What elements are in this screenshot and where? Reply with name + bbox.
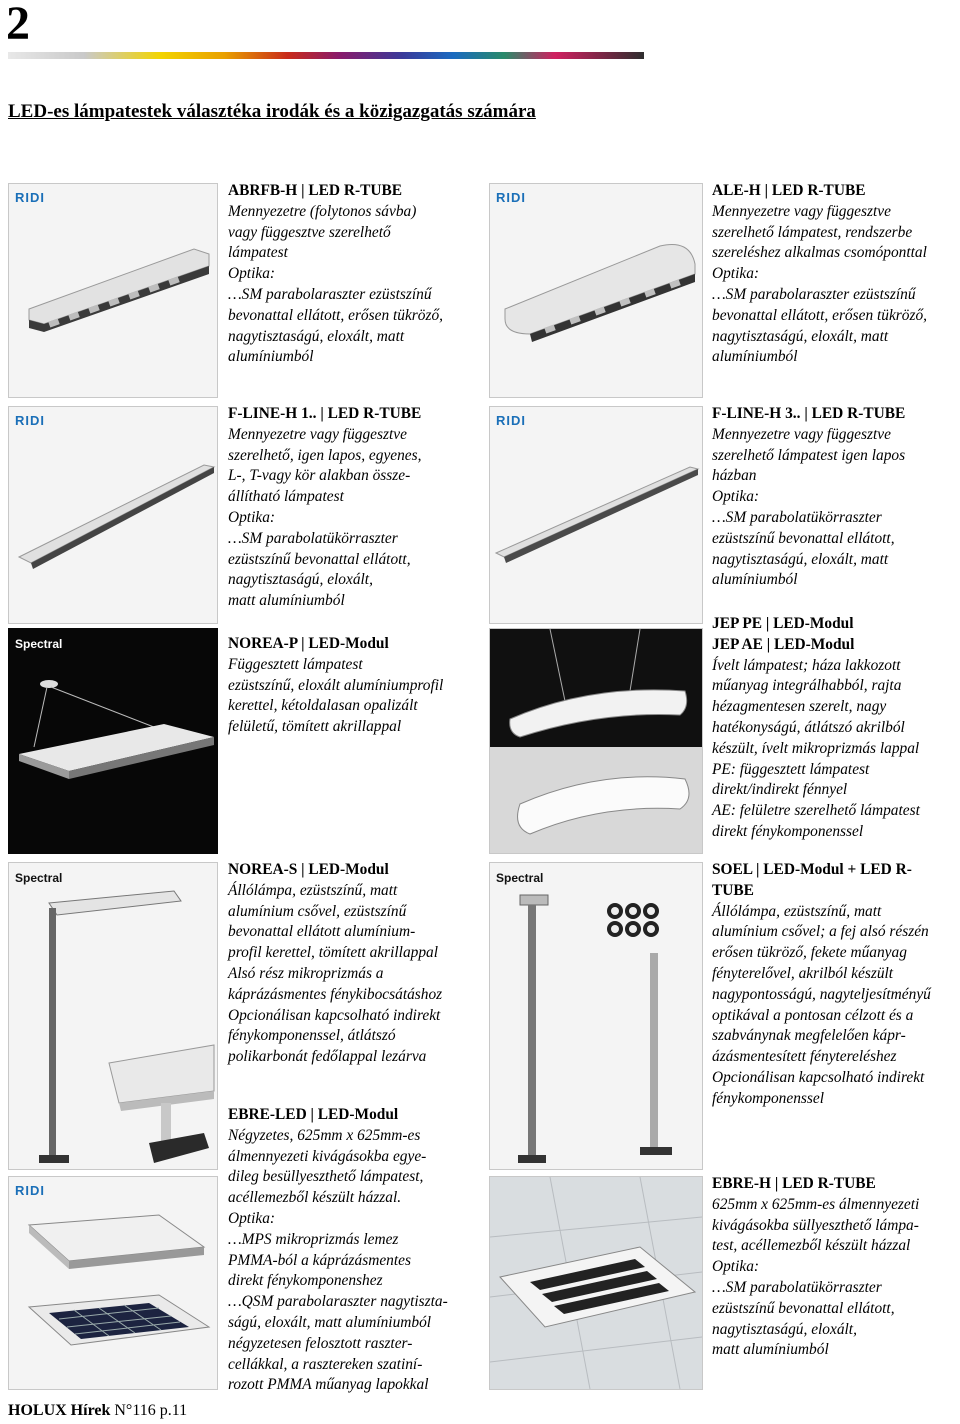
jep-description <box>712 614 920 843</box>
description-line: Optika: <box>712 488 760 506</box>
product-title: F-LINE-H 1.. | LED R-TUBE <box>228 405 422 422</box>
description-line: szerelhető lámpatest igen lapos <box>712 446 906 464</box>
description-line: alumíniumból <box>712 571 798 589</box>
description-line: …SM parabolatükörraszter <box>712 1278 882 1296</box>
description-line: nagytisztaságú, eloxált, <box>712 1320 857 1338</box>
description-line: Ívelt lámpatest; háza lakkozott <box>712 656 901 674</box>
ridi-logo: RIDI <box>496 413 526 428</box>
noreas-photo <box>8 862 218 1170</box>
product-title: JEP PE | LED-Modul <box>712 615 854 632</box>
description-line: Optika: <box>228 1209 276 1227</box>
description-line: fényterelővel, akrilból készült <box>712 964 894 982</box>
noreap-description <box>228 634 443 738</box>
description-line: bevonattal ellátott alumínium- <box>228 923 416 941</box>
description-line: Optika: <box>712 265 760 283</box>
noreas-lamp-illustration <box>9 863 217 1169</box>
description-line: nagypontosságú, nagyteljesítményű <box>712 985 931 1003</box>
description-line: …SM parabolatükörraszter <box>712 508 882 526</box>
abrfb-photo <box>8 183 218 398</box>
page-number: 2 <box>6 0 30 50</box>
description-line: …QSM parabolaraszter nagytiszta- <box>228 1293 448 1311</box>
description-line: profil kerettel, tömített akrillappal <box>228 944 439 962</box>
ebreled-photo <box>8 1176 218 1390</box>
description-line: Optika: <box>228 508 276 526</box>
ale-description <box>712 181 927 368</box>
description-line: matt alumíniumból <box>228 592 345 610</box>
description-line: ezüstszínű bevonattal ellátott, <box>712 529 895 547</box>
product-title: EBRE-LED | LED-Modul <box>228 1106 399 1123</box>
description-line: Mennyezetre vagy függesztve <box>712 202 891 220</box>
description-line: ázásmentesített fénytereléshez <box>712 1048 897 1066</box>
fline1-photo <box>8 406 218 624</box>
soel-photo <box>489 862 703 1170</box>
description-line: ezüstszínű bevonattal ellátott, <box>712 1299 895 1317</box>
soel-description <box>712 860 931 1110</box>
description-line: fénykomponenssel <box>712 1089 824 1107</box>
description-line: bevonattal ellátott, erősen tükröző, <box>712 306 928 324</box>
description-line: Mennyezetre vagy függesztve <box>228 425 407 443</box>
description-line: hatékonyságú, átlátszó akrilból <box>712 718 905 736</box>
description-line: Optika: <box>228 265 276 283</box>
description-line: Függesztett lámpatest <box>228 655 363 673</box>
description-line: szerelhető lámpatest, rendszerbe <box>712 223 913 241</box>
fline3-description <box>712 404 905 591</box>
description-line: erősen tükröző, fekete műanyag <box>712 944 907 962</box>
description-line: dileg besüllyeszthető lámpatest, <box>228 1168 424 1186</box>
description-line: Mennyezetre (folytonos sávba) <box>228 202 417 220</box>
ebreh-photo <box>489 1176 703 1390</box>
description-line: szerelhető, igen lapos, egyenes, <box>228 446 422 464</box>
description-line: vagy függesztve szerelhető <box>228 223 391 241</box>
description-line: direkt fénykomponenssel <box>712 822 864 840</box>
description-line: Négyzetes, 625mm x 625mm-es <box>228 1126 421 1144</box>
description-line: álmennyezeti kivágásokba egye- <box>228 1147 427 1165</box>
description-line: direkt fénykomponenshez <box>228 1272 383 1290</box>
fline1-description <box>228 404 421 612</box>
description-line: ezüstszínű bevonattal ellátott, <box>228 550 411 568</box>
description-line: acéllemezből készült házzal. <box>228 1189 402 1207</box>
description-line: szereléshez alkalmas csomóponttal <box>712 244 927 262</box>
fline3-luminaire-illustration <box>490 407 702 623</box>
description-line: kerettel, kétoldalasan opalizált <box>228 697 418 715</box>
spectral-logo: Spectral <box>496 871 544 885</box>
description-line: optikával a pontosan célzott és a <box>712 1006 914 1024</box>
description-line: alumíniumból <box>712 348 798 366</box>
jep-luminaire-illustration <box>490 629 702 853</box>
spectral-logo: Spectral <box>15 871 63 885</box>
product-title: F-LINE-H 3.. | LED R-TUBE <box>712 405 906 422</box>
description-line: kivágásokba süllyeszthető lámpa- <box>712 1216 919 1234</box>
spectral-logo: Spectral <box>15 637 63 651</box>
footer-brand: HOLUX Hírek <box>8 1402 111 1419</box>
product-title: ALE-H | LED R-TUBE <box>712 182 866 199</box>
description-line: Optika: <box>712 1258 760 1276</box>
description-line: …MPS mikroprizmás lemez <box>228 1230 399 1248</box>
description-line: négyzetesen felosztott raszter- <box>228 1334 413 1352</box>
product-title: SOEL | LED-Modul + LED R- <box>712 861 912 878</box>
ebreh-description <box>712 1174 919 1361</box>
product-title: NOREA-P | LED-Modul <box>228 635 389 652</box>
ebreh-luminaire-illustration <box>490 1177 702 1389</box>
description-line: matt alumíniumból <box>712 1341 829 1359</box>
description-line: Mennyezetre vagy függesztve <box>712 425 891 443</box>
jep-photo <box>489 628 703 854</box>
ebreled-luminaire-illustration <box>9 1177 217 1389</box>
description-line: 625mm x 625mm-es álmennyezeti <box>712 1195 920 1213</box>
description-line: Állólámpa, ezüstszínű, matt <box>228 881 398 899</box>
description-line: ezüstszínű, eloxált alumíniumprofil <box>228 676 444 694</box>
description-line: műanyag integrálhabból, rajta <box>712 677 902 695</box>
description-line: rozott PMMA műanyag lapokkal <box>228 1376 429 1394</box>
abrfb-luminaire-illustration <box>9 184 217 397</box>
description-line: házban <box>712 467 757 485</box>
noreap-luminaire-illustration <box>9 629 217 853</box>
description-line: készült, ívelt mikroprizmás lappal <box>712 739 920 757</box>
noreas-description <box>228 860 442 1068</box>
noreap-photo <box>8 628 218 854</box>
description-line: fénykomponenssel, átlátszó <box>228 1027 396 1045</box>
ridi-logo: RIDI <box>15 413 45 428</box>
product-title: TUBE <box>712 881 754 899</box>
page-title: LED-es lámpatestek választéka irodák és a közigazgatás számára <box>8 101 536 122</box>
ale-photo <box>489 183 703 398</box>
product-title: ABRFB-H | LED R-TUBE <box>228 182 402 199</box>
ridi-logo: RIDI <box>15 1183 45 1198</box>
description-line: test, acéllemezből készült házzal <box>712 1237 911 1255</box>
description-line: Opcionálisan kapcsolható indirekt <box>228 1006 441 1024</box>
ridi-logo: RIDI <box>15 190 45 205</box>
description-line: nagytisztaságú, eloxált, matt <box>712 550 889 568</box>
abrfb-description <box>228 181 443 368</box>
description-line: hézagmentesen szerelt, nagy <box>712 698 887 716</box>
description-line: …SM parabolaraszter ezüstszínű <box>228 285 432 303</box>
ebreled-description <box>228 1105 448 1396</box>
description-line: …SM parabolaraszter ezüstszínű <box>712 285 916 303</box>
description-line: PE: függesztett lámpatest <box>712 760 870 778</box>
description-line: nagytisztaságú, eloxált, matt <box>228 327 405 345</box>
description-line: nagytisztaságú, eloxált, matt <box>712 327 889 345</box>
description-line: felületű, tömített akrillappal <box>228 718 402 736</box>
description-line: káprázásmentes fénykibocsátáshoz <box>228 985 443 1003</box>
description-line: állítható lámpatest <box>228 488 344 506</box>
description-line: polikarbonát fedőlappal lezárva <box>228 1048 427 1066</box>
description-line: AE: felületre szerelhető lámpatest <box>712 802 920 820</box>
description-line: PMMA-ból a káprázásmentes <box>228 1251 411 1269</box>
description-line: Állólámpa, ezüstszínű, matt <box>712 902 882 920</box>
ridi-logo: RIDI <box>496 190 526 205</box>
product-title: JEP AE | LED-Modul <box>712 635 855 653</box>
ale-luminaire-illustration <box>490 184 702 397</box>
fline3-photo <box>489 406 703 624</box>
description-line: alumíniumból <box>228 348 314 366</box>
description-line: nagytisztaságú, eloxált, <box>228 571 373 589</box>
product-title: NOREA-S | LED-Modul <box>228 861 389 878</box>
description-line: cellákkal, a rasztereken szatiní- <box>228 1355 423 1373</box>
description-line: alumínium csővel; a fej alsó részén <box>712 923 929 941</box>
description-line: direkt/indirekt fénnyel <box>712 781 848 799</box>
description-line: Alsó rész mikroprizmás a <box>228 964 384 982</box>
product-title: EBRE-H | LED R-TUBE <box>712 1175 876 1192</box>
description-line: bevonattal ellátott, erősen tükröző, <box>228 306 444 324</box>
description-line: …SM parabolatükörraszter <box>228 529 398 547</box>
soel-lamp-illustration <box>490 863 702 1169</box>
color-stripe <box>8 52 644 59</box>
description-line: Opcionálisan kapcsolható indirekt <box>712 1068 925 1086</box>
description-line: lámpatest <box>228 244 288 262</box>
description-line: alumínium csővel, ezüstszínű <box>228 902 407 920</box>
fline1-luminaire-illustration <box>9 407 217 623</box>
description-line: L-, T-vagy kör alakban össze- <box>228 467 411 485</box>
description-line: ságú, eloxált, matt alumíniumból <box>228 1313 432 1331</box>
description-line: szabványnak megfelelően kápr- <box>712 1027 906 1045</box>
footer-issue: N°116 p.11 <box>114 1402 188 1419</box>
page-footer <box>8 1402 187 1420</box>
